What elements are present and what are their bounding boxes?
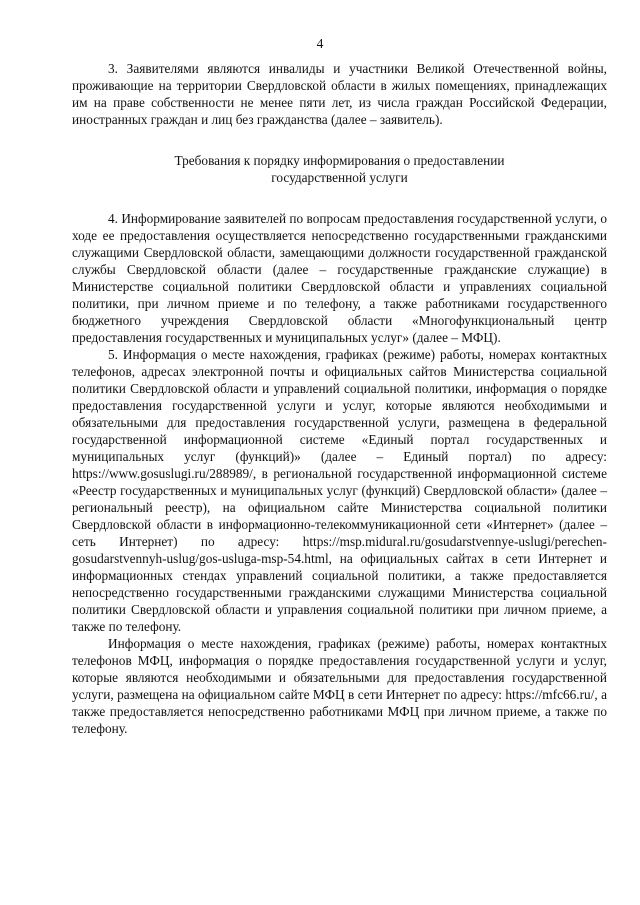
paragraph-informing: 4. Информирование заявителей по вопросам предоставления государственной услуги, о ходе ее предоставления осуществляется непосредственно государственными гражданскими служащими Свердловской области, замещающими должности государственной гражданской службы Свердловской области (далее – государственные гражданские служащие) в Министерстве социальной политики Свердловской области и управлениях социальной политики, при личном приеме и по телефону, а также работниками государственного бюджетного учреждения Свердловской области «Многофункциональный центр предоставления государственных и муниципальных услуг» (далее – МФЦ). [72,211,607,345]
section-heading-line-1: Требования к порядку информирования о предоставлении [174,153,505,168]
document-body [72,60,607,737]
section-heading [72,152,607,186]
paragraph-applicants: 3. Заявителями являются инвалиды и участники Великой Отечественной войны, проживающие на территории Свердловской области в жилых помещениях, принадлежащих им на праве собственности не менее пяти лет, из числа граждан Российской Федерации, иностранных граждан и лиц без гражданства (далее – заявитель). [72,61,607,127]
section-heading-line-2: государственной услуги [271,170,408,185]
page-number: 4 [316,36,324,51]
paragraph-information-location: 5. Информация о месте нахождения, графиках (режиме) работы, номерах контактных телефонов, адресах электронной почты и официальных сайтов Министерства социальной политики Свердловской области и управлений социальной политики, информация о порядке предоставления государственной услуги и услуг, которые являются необходимыми и обязательными для предоставления государственной услуги, размещена в федеральной государственной информационной системе «Единый портал государственных и муниципальных услуг (функций)» (далее – Единый портал) по адресу: https://www.gosuslugi.ru/288989/, в региональной государственной информационной системе «Реестр государственных и муниципальных услуг (функций) Свердловской области» (далее – региональный реестр), на официальном сайте Министерства социальной политики Свердловской области в информационно-телекоммуникационной сети «Интернет» (далее – сеть Интернет) по адресу: https://msp.midural.ru/gosudarstvennye-uslugi/perechen-gosudarstvennyh-uslug/gos-usluga-msp-54.html, на официальных сайтах в сети Интернет и информационных стендах управлений социальной политики, а также предоставляется непосредственно государственными гражданскими служащими Министерства социальной политики Свердловской области и управления социальной политики при личном приеме, а также по телефону. [72,347,607,634]
paragraph-mfc-information: Информация о месте нахождения, графиках (режиме) работы, номерах контактных телефонов МФЦ, информация о порядке предоставления государственной услуги и услуг, которые являются необходимыми и обязательными для предоставления государственной услуги, размещена на официальном сайте МФЦ в сети Интернет по адресу: https://mfc66.ru/, а также предоставляется непосредственно работниками МФЦ при личном приеме, а также по телефону. [72,636,607,736]
